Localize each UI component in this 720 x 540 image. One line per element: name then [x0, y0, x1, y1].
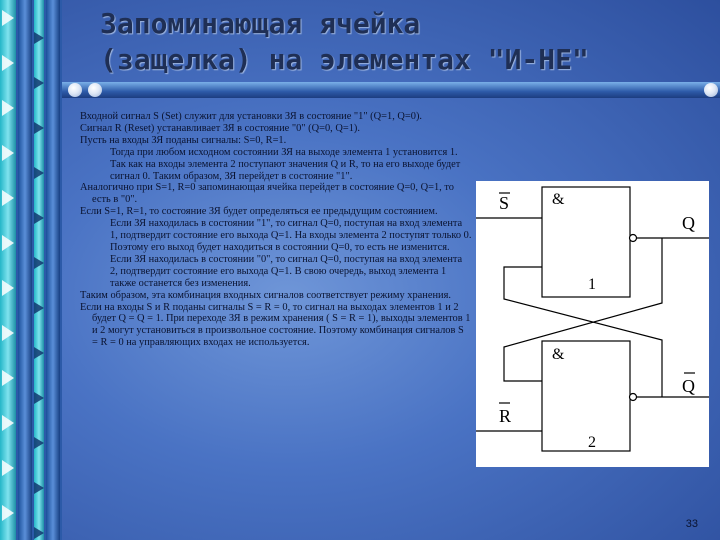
title-line-2: (защелка) на элементах "И-НЕ" [100, 43, 589, 76]
and-symbol-2: & [552, 346, 565, 363]
latch-diagram [476, 181, 709, 467]
feedback-q-to-gate2 [504, 238, 662, 381]
bead-icon [88, 83, 102, 97]
paragraph: Если на входы S и R поданы сигналы S = R = 0, то сигнал на выходах элементов 1 и 2 будет Q = Q = 1. При переходе ЗЯ в режим хранения ( S = R = 1), выходы элементов 1 и 2 могут установиться в произвольное состояние. Поэтому комбинация сигналов S = R = 0 на управляющих входах не используется. [80, 301, 471, 349]
and-symbol-1: & [552, 191, 565, 208]
gate-number-1: 1 [588, 276, 596, 293]
r-label: R [499, 406, 512, 426]
paragraph: Сигнал R (Reset) устанавливает ЗЯ в состояние "0" (Q=0, Q=1). [80, 122, 360, 134]
paragraph: Пусть на входы ЗЯ поданы сигналы: S=0, R=1. [80, 134, 287, 146]
paragraph: Если ЗЯ находилась в состоянии "1", то сигнал Q=0, поступая на вход элемента 1, подтвердит состояние его выхода Q=1. На входы элемента 2 поступят только 0. Поэтому его выход будет находиться в состоянии Q=0, то есть не изменится. [110, 218, 472, 253]
paragraph: Тогда при любом исходном состоянии ЗЯ на выходе элемента 1 установится 1. [110, 146, 458, 158]
page-number: 33 [685, 518, 698, 530]
q-label: Q [682, 213, 695, 233]
body-text [80, 111, 472, 349]
paragraph: Так как на входы элемента 2 поступают значения Q и R, то на его выходе будет сигнал 0. Таким образом, ЗЯ перейдет в состояние "1". [110, 158, 461, 182]
header-divider-bar [62, 82, 720, 98]
paragraph: Входной сигнал S (Set) служит для установки ЗЯ в состояние "1" (Q=1, Q=0). [80, 111, 423, 122]
s-label: S [499, 193, 510, 213]
feedback-qbar-to-gate1 [504, 267, 662, 397]
paragraph: Таким образом, эта комбинация входных сигналов соответствует режиму хранения. [80, 289, 451, 301]
inversion-bubble-1 [630, 235, 637, 242]
slide-title [100, 6, 589, 78]
paragraph: Аналогично при S=1, R=0 запоминающая ячейка перейдет в состояние Q=0, Q=1, то есть в "0". [80, 182, 454, 206]
bead-icon [68, 83, 82, 97]
paragraph: Если ЗЯ находилась в состоянии "0", то сигнал Q=0, поступая на вход элемента 2, подтвердит состояние его выхода Q=1. В свою очередь, выход элемента 1 также останется без изменения. [110, 253, 463, 289]
title-line-1: Запоминающая ячейка [100, 7, 421, 40]
qbar-label: Q [682, 376, 695, 396]
paragraph: Если S=1, R=1, то состояние ЗЯ будет определяться ее предыдущим состоянием. [80, 206, 438, 218]
gate-number-2: 2 [588, 434, 596, 451]
inversion-bubble-2 [630, 394, 637, 401]
left-decorative-bars [0, 0, 62, 540]
bead-icon [704, 83, 718, 97]
